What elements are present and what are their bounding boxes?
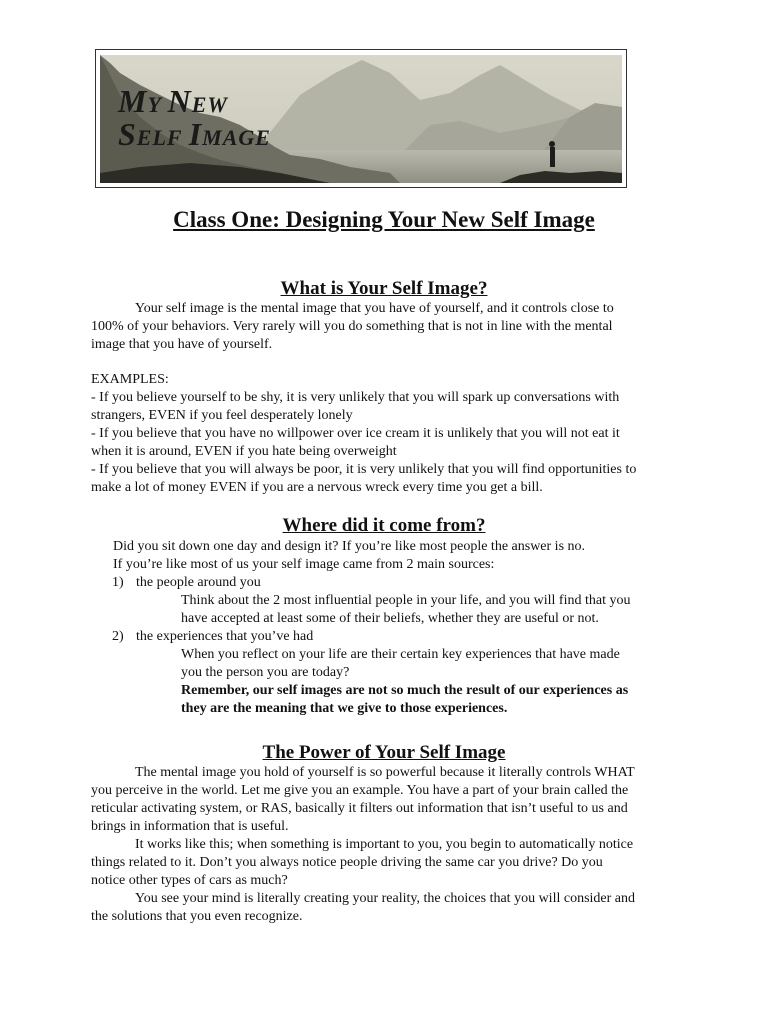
list-number: 1) bbox=[112, 575, 124, 590]
list-item-label: the experiences that you’ve had bbox=[136, 629, 314, 644]
section-heading-what-is-self-image: What is Your Self Image? bbox=[280, 278, 488, 299]
list-number: 2) bbox=[112, 629, 124, 644]
list-item-detail: When you reflect on your life are their certain key experiences that have made bbox=[181, 647, 620, 662]
body-line: If you’re like most of us your self image came from 2 main sources: bbox=[113, 557, 495, 572]
body-line: Did you sit down one day and design it? If you’re like most people the answer is no. bbox=[113, 539, 586, 554]
body-line: reticular activating system, or RAS, basically it filters out information that isn’t useful to us and bbox=[91, 801, 628, 816]
list-item-detail: have accepted at least some of their beliefs, whether they are useful or not. bbox=[181, 611, 599, 626]
list-item-detail: you the person you are today? bbox=[181, 665, 350, 680]
header-banner bbox=[95, 49, 627, 188]
body-line: It works like this; when something is important to you, you begin to automatically notice bbox=[135, 837, 634, 852]
banner-photo-seascape bbox=[100, 55, 622, 183]
intro-line: image that you have of yourself. bbox=[91, 337, 273, 352]
body-line: brings in information that is useful. bbox=[91, 819, 289, 834]
list-item-label: the people around you bbox=[136, 575, 261, 590]
example-line: - If you believe yourself to be shy, it is very unlikely that you will spark up conversations with bbox=[91, 390, 620, 405]
example-line: when it is around, EVEN if you hate being overweight bbox=[91, 444, 397, 459]
body-line: the solutions that you even recognize. bbox=[91, 909, 303, 924]
body-line: The mental image you hold of yourself is so powerful because it literally controls WHAT bbox=[135, 765, 635, 780]
emphasis-line: Remember, our self images are not so much the result of our experiences as bbox=[181, 683, 629, 698]
section-heading-power-of-self-image: The Power of Your Self Image bbox=[262, 742, 506, 763]
examples-label: EXAMPLES: bbox=[91, 372, 169, 387]
body-line: things related to it. Don’t you always notice people driving the same car you drive? Do you bbox=[91, 855, 603, 870]
banner-title-line1: MY NEW bbox=[118, 83, 228, 119]
body-line: you perceive in the world. Let me give you an example. You have a part of your brain called the bbox=[91, 783, 629, 798]
banner-title-line2: SELF IMAGE bbox=[118, 116, 271, 152]
class-title: Class One: Designing Your New Self Image bbox=[173, 207, 595, 232]
example-line: strangers, EVEN if you feel desperately lonely bbox=[91, 408, 353, 423]
example-line: - If you believe that you will always be poor, it is very unlikely that you will find opportunities to bbox=[91, 462, 637, 477]
body-line: You see your mind is literally creating your reality, the choices that you will consider and bbox=[135, 891, 635, 906]
intro-line: 100% of your behaviors. Very rarely will you do something that is not in line with the mental bbox=[91, 319, 613, 334]
example-line: - If you believe that you have no willpower over ice cream it is unlikely that you will not eat it bbox=[91, 426, 620, 441]
body-line: notice other types of cars as much? bbox=[91, 873, 288, 888]
list-item-detail: Think about the 2 most influential people in your life, and you will find that you bbox=[181, 593, 631, 608]
emphasis-line: they are the meaning that we give to those experiences. bbox=[181, 701, 508, 716]
section-heading-where-did-it-come-from: Where did it come from? bbox=[282, 515, 486, 536]
example-line: make a lot of money EVEN if you are a nervous wreck every time you get a bill. bbox=[91, 480, 543, 495]
intro-line: Your self image is the mental image that you have of yourself, and it controls close to bbox=[135, 301, 614, 316]
